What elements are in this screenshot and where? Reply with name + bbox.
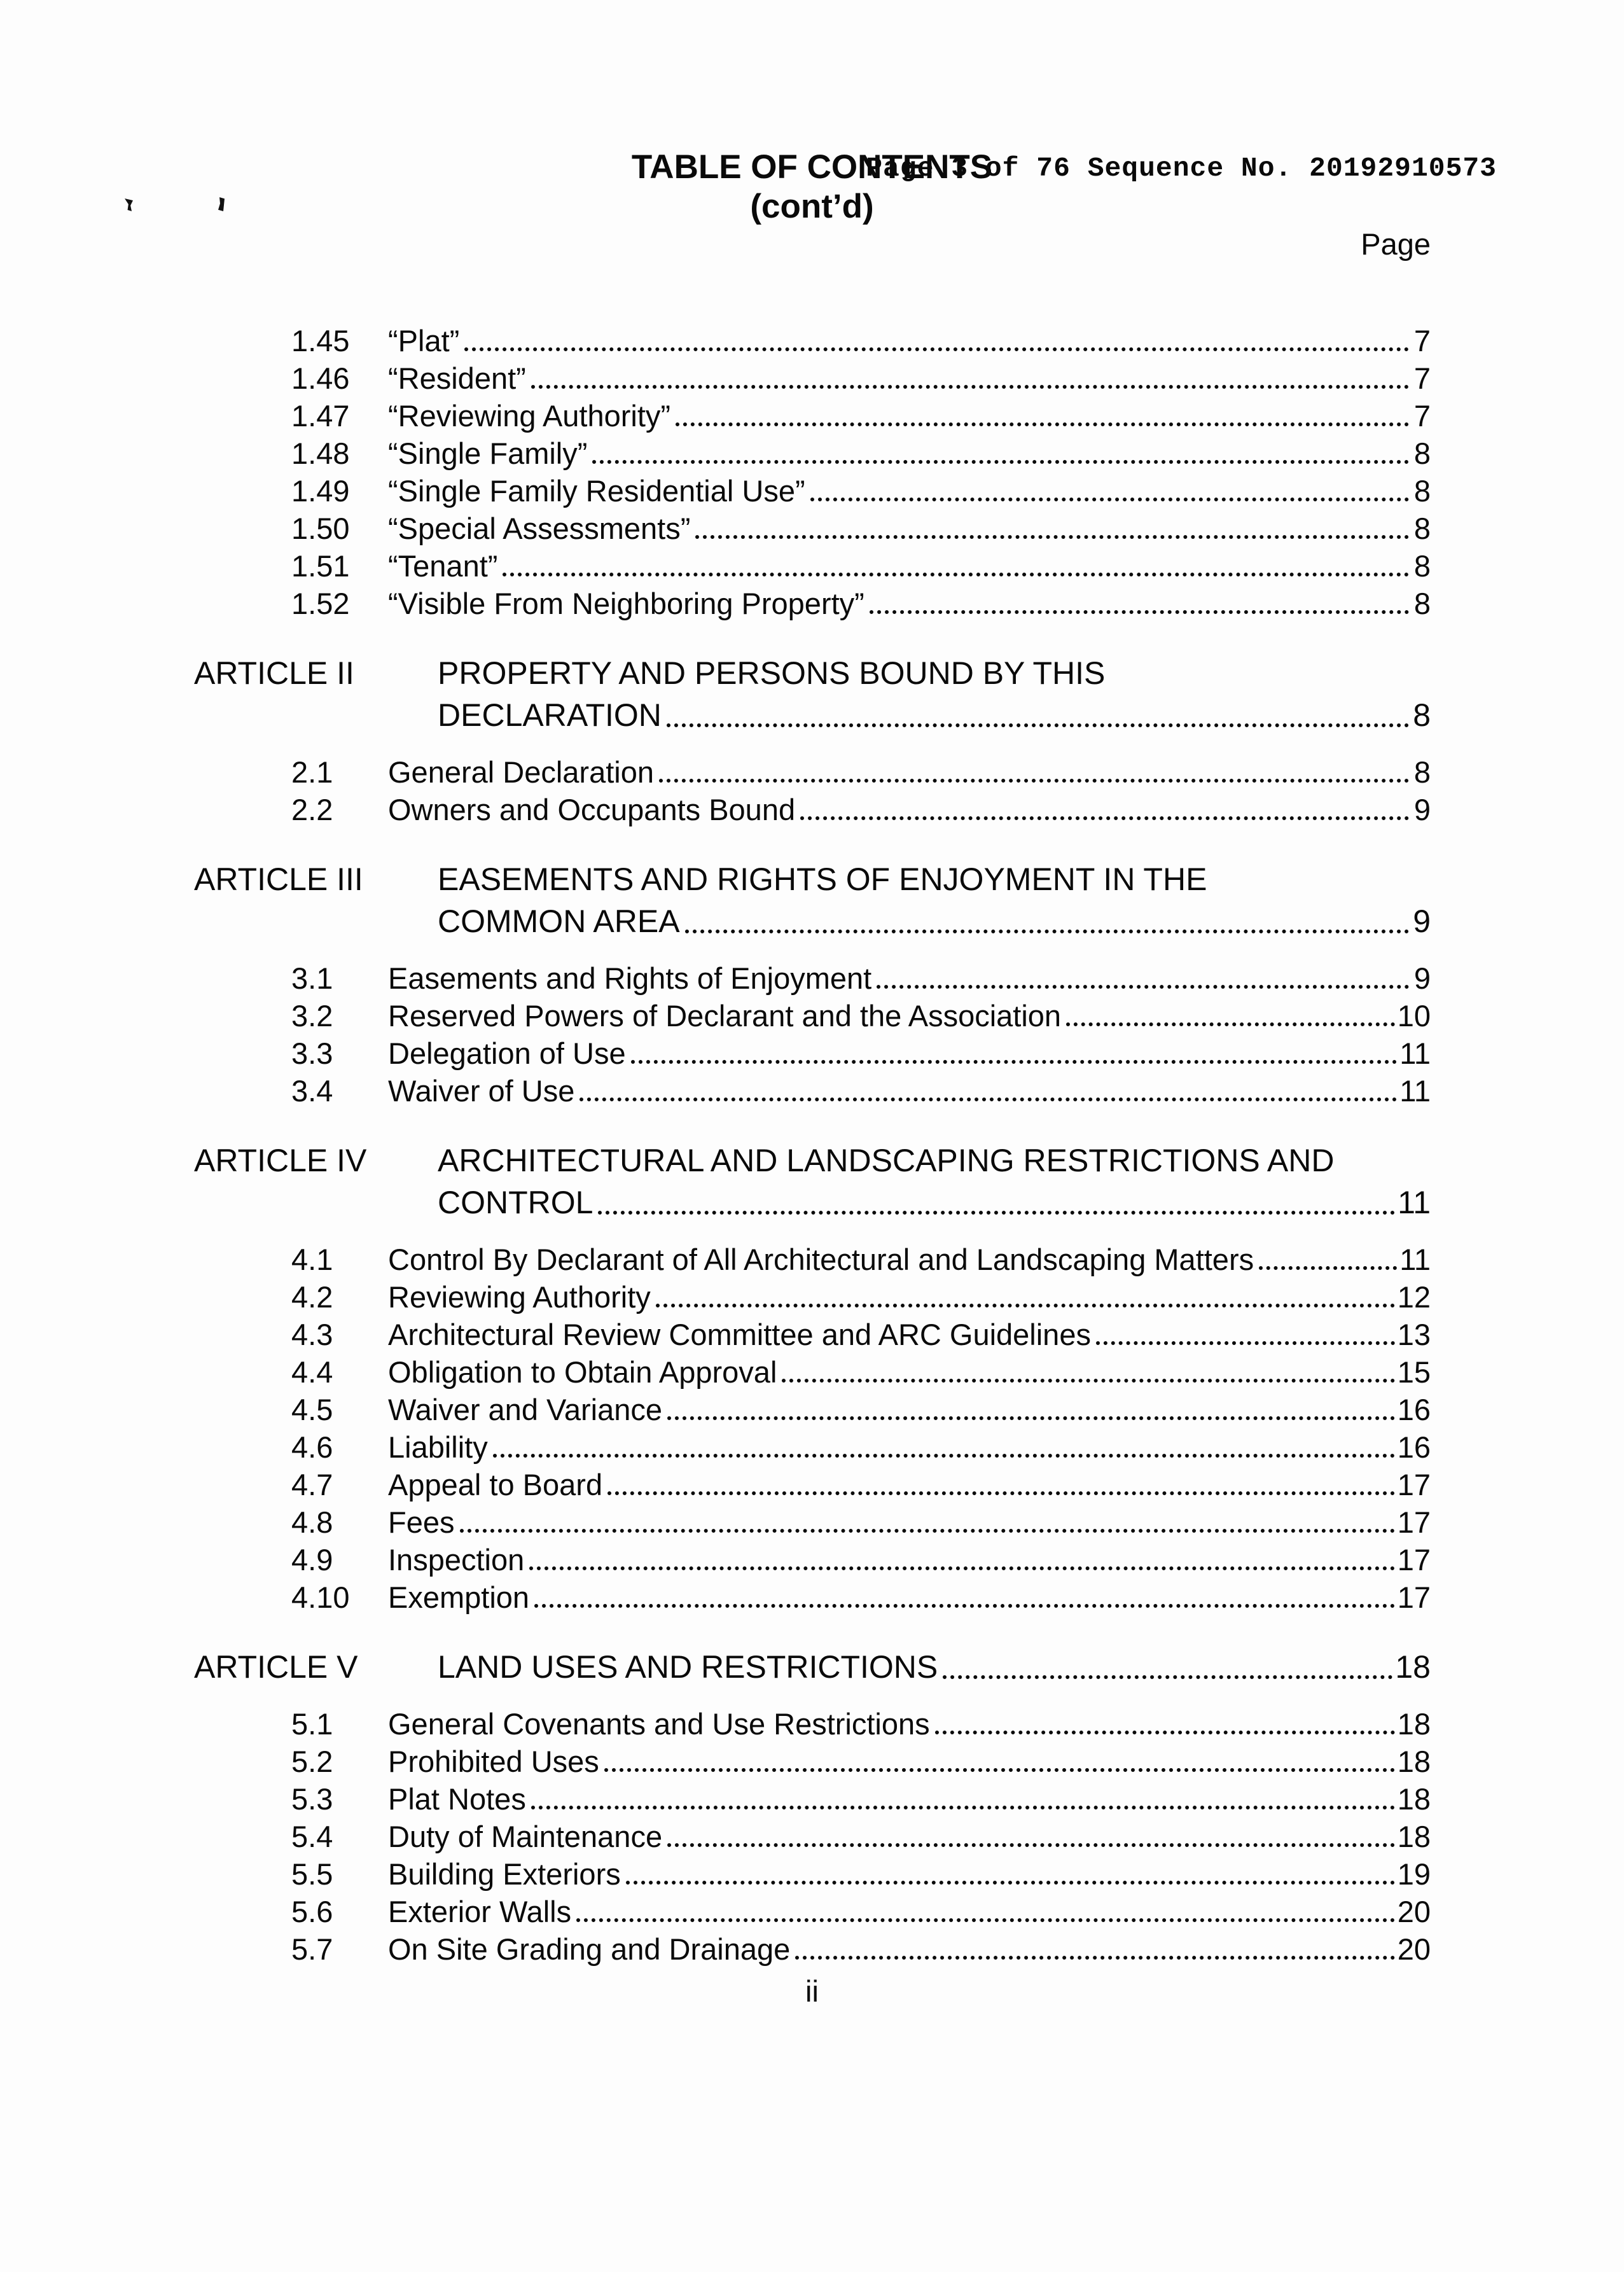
section-page-number: 16 (1397, 1430, 1431, 1464)
toc-section-row (194, 1428, 1431, 1465)
section-number: 3.1 (291, 961, 333, 995)
section-page-number: 19 (1397, 1857, 1431, 1891)
toc-section-row (194, 753, 1431, 790)
title-line-1: TABLE OF CONTENTS (631, 148, 993, 186)
dot-leader (659, 779, 1409, 783)
article-label: ARTICLE V (194, 1649, 358, 1685)
article-title-text: CONTROL (438, 1185, 593, 1220)
section-number: 5.6 (291, 1895, 333, 1928)
section-title: Exemption (388, 1580, 530, 1614)
section-number: 1.52 (291, 587, 350, 620)
section-page-number: 16 (1397, 1393, 1431, 1426)
section-number: 3.3 (291, 1036, 333, 1070)
section-number: 4.1 (291, 1243, 333, 1276)
toc-section-row (194, 471, 1431, 509)
section-title: General Declaration (388, 755, 654, 789)
section-title: Control By Declarant of All Architectural and Landscaping Matters (388, 1243, 1254, 1276)
section-number: 5.5 (291, 1857, 333, 1891)
section-page-number: 7 (1413, 399, 1431, 433)
dot-leader (592, 460, 1409, 464)
article-title (438, 1646, 1431, 1688)
section-number: 4.5 (291, 1393, 333, 1426)
page-column-label: Page (1361, 227, 1431, 261)
toc-section-row (194, 321, 1431, 359)
section-page-number: 17 (1397, 1580, 1431, 1614)
dot-leader (667, 1843, 1395, 1847)
section-number: 1.51 (291, 549, 350, 583)
section-number: 5.7 (291, 1932, 333, 1966)
dot-leader (464, 347, 1409, 351)
dot-leader (604, 1768, 1395, 1772)
section-title: Waiver and Variance (388, 1393, 663, 1426)
section-number: 5.2 (291, 1745, 333, 1778)
article-title-last-line (438, 1181, 1431, 1223)
article-title-text: LAND USES AND RESTRICTIONS (438, 1649, 938, 1685)
section-number: 4.8 (291, 1505, 333, 1539)
dot-leader (685, 930, 1409, 933)
section-page-number: 18 (1397, 1782, 1431, 1816)
toc-section-row (194, 1540, 1431, 1578)
dot-leader (631, 1060, 1398, 1064)
toc-section-row (194, 1503, 1431, 1540)
section-page-number: 17 (1397, 1543, 1431, 1577)
dot-leader (576, 1918, 1395, 1922)
section-page-number: 20 (1397, 1932, 1431, 1966)
section-title: Owners and Occupants Bound (388, 793, 796, 826)
section-page-number: 7 (1413, 361, 1431, 395)
section-title: “Special Assessments” (388, 512, 691, 545)
toc-section-row (194, 1071, 1431, 1109)
section-page-number: 18 (1397, 1707, 1431, 1741)
section-title: Easements and Rights of Enjoyment (388, 961, 872, 995)
section-page-number: 11 (1399, 1243, 1431, 1276)
dot-leader (877, 985, 1409, 989)
section-title: “Single Family” (388, 436, 588, 470)
toc-content (194, 227, 1431, 1967)
article-title-text: ARCHITECTURAL AND LANDSCAPING RESTRICTIONS AND (438, 1143, 1335, 1178)
dot-leader (943, 1675, 1392, 1679)
toc-section-row (194, 1465, 1431, 1503)
dot-leader (1066, 1022, 1395, 1026)
dot-leader (534, 1604, 1395, 1608)
article-title-last-line (438, 694, 1431, 736)
article-page-number: 11 (1398, 1185, 1431, 1220)
title-line-2: (cont’d) (750, 188, 874, 225)
toc-section-row (194, 1240, 1431, 1278)
toc-section-row (194, 1278, 1431, 1315)
toc-article-row (194, 1139, 1431, 1223)
section-page-number: 8 (1413, 474, 1431, 508)
toc-section-row (194, 1034, 1431, 1071)
article-title-last-line (438, 1646, 1431, 1688)
toc-section-row (194, 396, 1431, 434)
dot-leader (695, 535, 1409, 539)
section-page-number: 12 (1397, 1280, 1431, 1314)
section-number: 5.3 (291, 1782, 333, 1816)
dot-leader (531, 1806, 1395, 1809)
toc-section-row (194, 1930, 1431, 1967)
section-title: Reviewing Authority (388, 1280, 651, 1314)
dot-leader (529, 1566, 1394, 1570)
article-title-line (438, 1139, 1431, 1181)
section-page-number: 17 (1397, 1468, 1431, 1502)
section-number: 4.2 (291, 1280, 333, 1314)
toc-section-row (194, 1578, 1431, 1615)
section-title: Architectural Review Committee and ARC Guidelines (388, 1318, 1091, 1351)
section-title: Reserved Powers of Declarant and the Association (388, 999, 1062, 1033)
section-page-number: 8 (1413, 512, 1431, 545)
section-title: Plat Notes (388, 1782, 526, 1816)
scan-header-page-info: Page 3 of 76 Sequence No. 20192910573 (866, 153, 1497, 184)
section-title: “Resident” (388, 361, 526, 395)
toc-section-row (194, 996, 1431, 1034)
section-number: 1.49 (291, 474, 350, 508)
article-label: ARTICLE III (194, 861, 363, 897)
section-page-number: 8 (1413, 755, 1431, 789)
section-page-number: 18 (1397, 1745, 1431, 1778)
article-title-text: DECLARATION (438, 697, 662, 733)
article-title (438, 1139, 1431, 1223)
dot-leader (580, 1098, 1397, 1101)
section-number: 1.45 (291, 324, 350, 358)
toc-article-row (194, 1646, 1431, 1688)
toc-section-row (194, 790, 1431, 828)
article-title-text: COMMON AREA (438, 903, 680, 939)
section-page-number: 18 (1397, 1820, 1431, 1853)
section-title: Waiver of Use (388, 1074, 575, 1108)
section-number: 5.1 (291, 1707, 333, 1741)
dot-leader (493, 1454, 1395, 1458)
section-title: Inspection (388, 1543, 525, 1577)
section-title: Liability (388, 1430, 488, 1464)
article-title (438, 858, 1431, 942)
toc-section-row (194, 959, 1431, 996)
section-page-number: 13 (1397, 1318, 1431, 1351)
section-number: 4.10 (291, 1580, 350, 1614)
section-number: 2.2 (291, 793, 333, 826)
article-label: ARTICLE II (194, 655, 354, 691)
section-title: Duty of Maintenance (388, 1820, 663, 1853)
dot-leader (667, 1416, 1395, 1420)
section-number: 1.47 (291, 399, 350, 433)
section-page-number: 17 (1397, 1505, 1431, 1539)
section-title: General Covenants and Use Restrictions (388, 1707, 930, 1741)
dot-leader (1259, 1266, 1397, 1270)
toc-section-row (194, 1390, 1431, 1428)
section-page-number: 8 (1413, 549, 1431, 583)
section-page-number: 8 (1413, 436, 1431, 470)
section-title: “Visible From Neighboring Property” (388, 587, 864, 620)
section-number: 1.46 (291, 361, 350, 395)
section-title: “Plat” (388, 324, 460, 358)
section-title: Building Exteriors (388, 1857, 621, 1891)
section-number: 4.7 (291, 1468, 333, 1502)
dot-leader (626, 1881, 1395, 1885)
toc-article-row (194, 858, 1431, 942)
dot-leader (935, 1731, 1395, 1734)
toc-section-row (194, 359, 1431, 396)
article-label: ARTICLE IV (194, 1143, 367, 1178)
section-page-number: 10 (1397, 999, 1431, 1033)
article-title-line (438, 652, 1431, 694)
section-title: “Single Family Residential Use” (388, 474, 805, 508)
dot-leader (800, 816, 1409, 820)
section-number: 4.3 (291, 1318, 333, 1351)
article-page-number: 18 (1395, 1649, 1431, 1685)
section-number: 3.2 (291, 999, 333, 1033)
section-page-number: 9 (1413, 793, 1431, 826)
dot-leader (667, 723, 1409, 727)
toc-section-row (194, 1892, 1431, 1930)
dot-leader (503, 573, 1409, 576)
section-page-number: 20 (1397, 1895, 1431, 1928)
toc-article-row (194, 652, 1431, 736)
toc-section-row (194, 1704, 1431, 1742)
section-title: Prohibited Uses (388, 1745, 599, 1778)
dot-leader (460, 1529, 1395, 1533)
dot-leader (607, 1491, 1395, 1495)
dot-leader (1096, 1341, 1395, 1345)
section-title: On Site Grading and Drainage (388, 1932, 791, 1966)
section-title: Appeal to Board (388, 1468, 603, 1502)
section-page-number: 9 (1413, 961, 1431, 995)
toc-section-row (194, 434, 1431, 471)
section-title: “Reviewing Authority” (388, 399, 671, 433)
toc-section-row (194, 1742, 1431, 1780)
article-title-text: PROPERTY AND PERSONS BOUND BY THIS (438, 655, 1106, 691)
toc-section-row (194, 1855, 1431, 1892)
toc-section-row (194, 1353, 1431, 1390)
article-page-number: 9 (1413, 903, 1431, 939)
section-number: 2.1 (291, 755, 333, 789)
section-page-number: 7 (1413, 324, 1431, 358)
section-page-number: 15 (1397, 1355, 1431, 1389)
dot-leader (782, 1379, 1394, 1383)
toc-section-row (194, 1817, 1431, 1855)
article-title (438, 652, 1431, 736)
section-page-number: 8 (1413, 587, 1431, 620)
dot-leader (795, 1956, 1394, 1960)
article-page-number: 8 (1413, 697, 1431, 733)
dot-leader (810, 498, 1409, 501)
toc-section-row (194, 547, 1431, 584)
toc-list (194, 321, 1431, 1967)
toc-section-row (194, 509, 1431, 547)
article-title-line (438, 858, 1431, 900)
section-number: 4.4 (291, 1355, 333, 1389)
section-title: Fees (388, 1505, 455, 1539)
dot-leader (870, 610, 1409, 614)
toc-section-row (194, 584, 1431, 622)
dot-leader (656, 1304, 1395, 1307)
toc-section-row (194, 1780, 1431, 1817)
dot-leader (676, 422, 1409, 426)
section-number: 4.9 (291, 1543, 333, 1577)
section-number: 5.4 (291, 1820, 333, 1853)
section-title: Delegation of Use (388, 1036, 626, 1070)
toc-section-row (194, 1315, 1431, 1353)
footer-page-number: ii (805, 1974, 819, 2008)
article-title-last-line (438, 900, 1431, 942)
section-page-number: 11 (1399, 1036, 1431, 1070)
section-title: Obligation to Obtain Approval (388, 1355, 777, 1389)
section-title: Exterior Walls (388, 1895, 572, 1928)
section-number: 3.4 (291, 1074, 333, 1108)
section-number: 1.50 (291, 512, 350, 545)
section-page-number: 11 (1399, 1074, 1431, 1108)
section-number: 4.6 (291, 1430, 333, 1464)
article-title-text: EASEMENTS AND RIGHTS OF ENJOYMENT IN THE (438, 861, 1207, 897)
section-number: 1.48 (291, 436, 350, 470)
dot-leader (531, 385, 1409, 389)
section-title: “Tenant” (388, 549, 498, 583)
dot-leader (598, 1211, 1395, 1215)
